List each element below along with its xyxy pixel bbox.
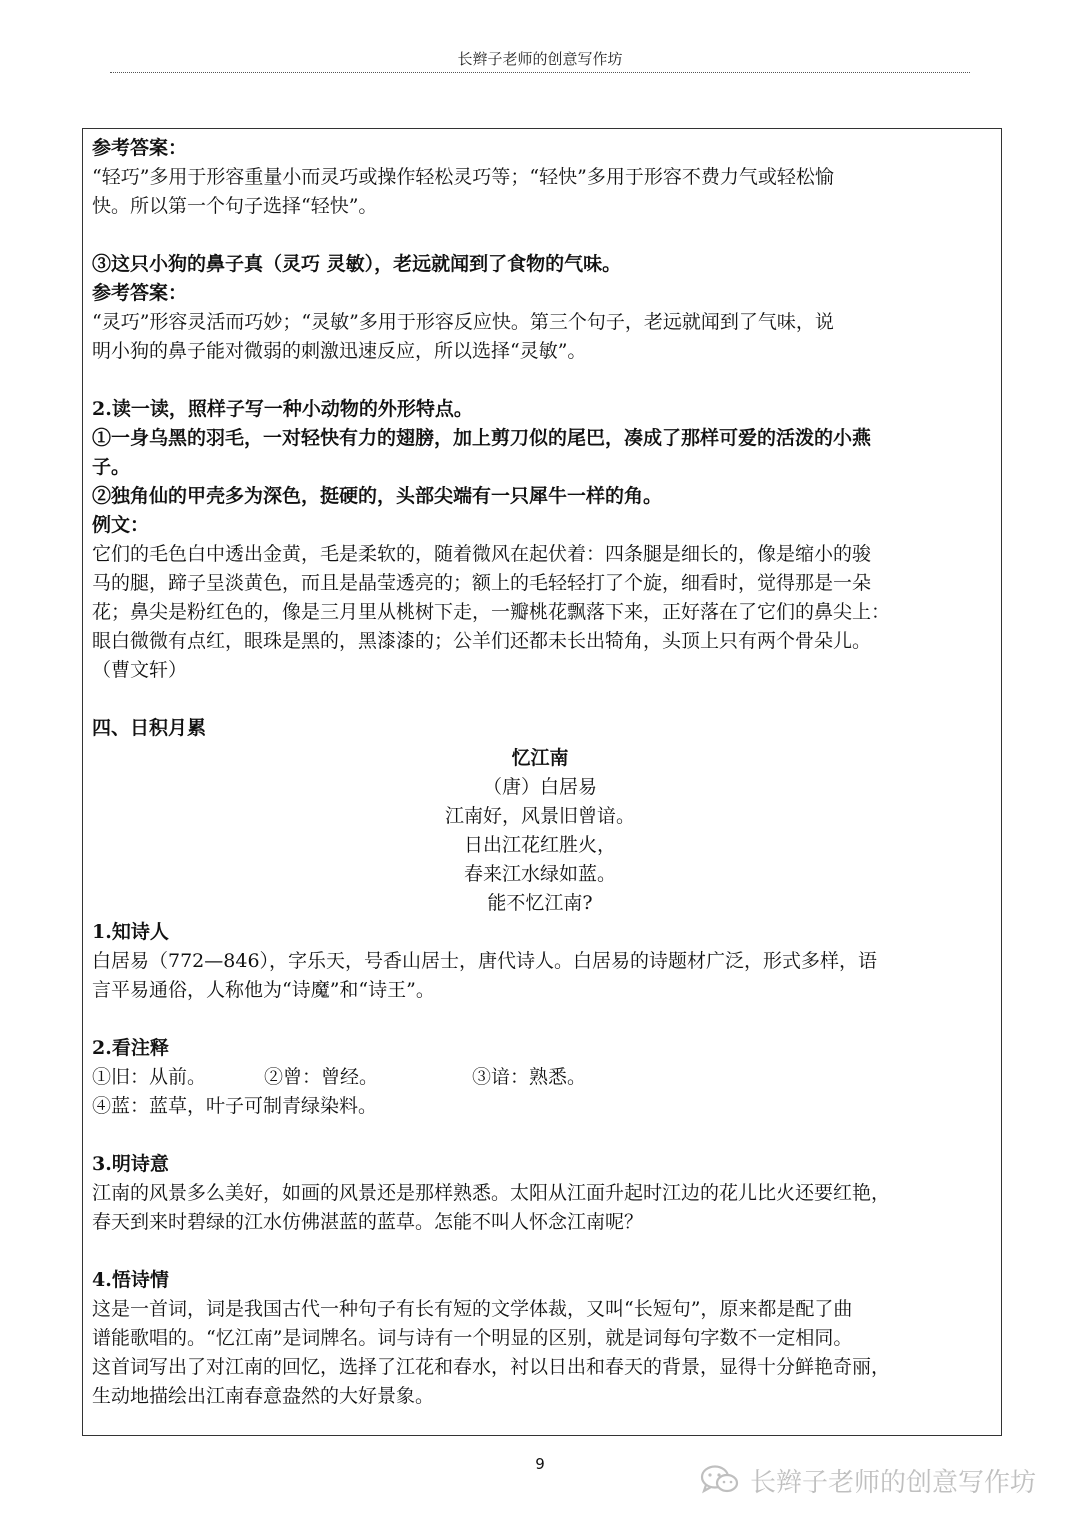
meaning-text: 春天到来时碧绿的江水仿佛湛蓝的蓝草。怎能不叫人怀念江南呢？ [92,1211,644,1233]
example-sentence: 子。 [92,456,131,478]
answer-label: 参考答案： [92,282,188,304]
feeling-text: 这是一首词，词是我国古代一种句子有长有短的文学体裁，又叫“长短句”，原来都是配了曲 [92,1298,853,1320]
poem-author: （唐）白居易 [482,776,597,798]
feeling-text: 生动地描绘出江南春意盎然的大好景象。 [92,1385,435,1407]
note-item: ①旧：从前。 [92,1066,207,1088]
sample-text: 它们的毛色白中透出金黄，毛是柔软的，随着微风在起伏着：四条腿是细长的，像是缩小的骏 [92,543,872,565]
wechat-icon [700,1464,740,1496]
note-item: ④蓝：蓝草，叶子可制青绿染料。 [92,1095,378,1117]
example-sentence: ②独角仙的甲壳多为深色，挺硬的，头部尖端有一只犀牛一样的角。 [92,485,663,507]
note-item: ③谙：熟悉。 [472,1066,587,1088]
sample-text: 马的腿，蹄子呈淡黄色，而且是晶莹透亮的；额上的毛轻轻打了个旋，细看时，觉得那是一朵 [92,572,872,594]
feeling-text: 谱能歌唱的。“忆江南”是词牌名。词与诗有一个明显的区别，就是词每句字数不一定相同。 [92,1327,853,1349]
answer-text: “灵巧”形容灵活而巧妙；“灵敏”多用于形容反应快。第三个句子，老远就闻到了气味，说 [92,311,834,333]
sample-author: （曹文轩） [92,659,188,681]
feeling-heading: 4.悟诗情 [92,1269,169,1291]
answer-label: 参考答案： [92,137,188,159]
notes-heading: 2.看注释 [92,1037,169,1059]
meaning-text: 江南的风景多么美好，如画的风景还是那样熟悉。太阳从江面升起时江边的花儿比火还要红艳， [92,1182,891,1204]
meaning-heading: 3.明诗意 [92,1153,169,1175]
sample-text: 花；鼻尖是粉红色的，像是三月里从桃树下走，一瓣桃花飘落下来，正好落在了它们的鼻尖上： [92,601,891,623]
header-divider [110,72,970,73]
section-heading: 四、日积月累 [92,717,207,739]
watermark-text: 长辫子老师的创意写作坊 [750,1467,1037,1498]
note-item: ②曾：曾经。 [264,1066,379,1088]
example-sentence: ①一身乌黑的羽毛，一对轻快有力的翅膀，加上剪刀似的尾巴，凑成了那样可爱的活泼的小燕 [92,427,872,449]
sample-label: 例文： [92,514,150,536]
page-header-title: 长辫子老师的创意写作坊 [457,50,623,68]
poem-line: 春来江水绿如蓝。 [463,863,616,885]
poem-title: 忆江南 [511,747,569,769]
feeling-text: 这首词写出了对江南的回忆，选择了江花和春水，衬以日出和春天的背景，显得十分鲜艳奇丽， [92,1356,891,1378]
sample-text: 眼白微微有点红，眼珠是黑的，黑漆漆的；公羊们还都未长出犄角，头顶上只有两个骨朵儿。 [92,630,872,652]
poem-line: 能不忆江南? [487,892,593,914]
poem-line: 日出江花红胜火， [463,834,616,856]
answer-text: 快。所以第一个句子选择“轻快”。 [92,195,378,217]
poem-line: 江南好，风景旧曾谙。 [444,805,635,827]
poet-heading: 1.知诗人 [92,921,169,943]
answer-text: 明小狗的鼻子能对微弱的刺激迅速反应，所以选择“灵敏”。 [92,340,587,362]
watermark [700,1462,1036,1498]
page-number: 9 [535,1455,545,1473]
exercise-heading: 2.读一读，照样子写一种小动物的外形特点。 [92,398,473,420]
answer-text: “轻巧”多用于形容重量小而灵巧或操作轻松灵巧等；“轻快”多用于形容不费力气或轻松愉 [92,166,834,188]
poet-text: 言平易通俗，人称他为“诗魔”和“诗王”。 [92,979,435,1001]
question-3: ③这只小狗的鼻子真（灵巧 灵敏），老远就闻到了食物的气味。 [92,253,622,275]
poet-text: 白居易（772—846），字乐天，号香山居士，唐代诗人。白居易的诗题材广泛，形式多样，语 [92,950,878,972]
